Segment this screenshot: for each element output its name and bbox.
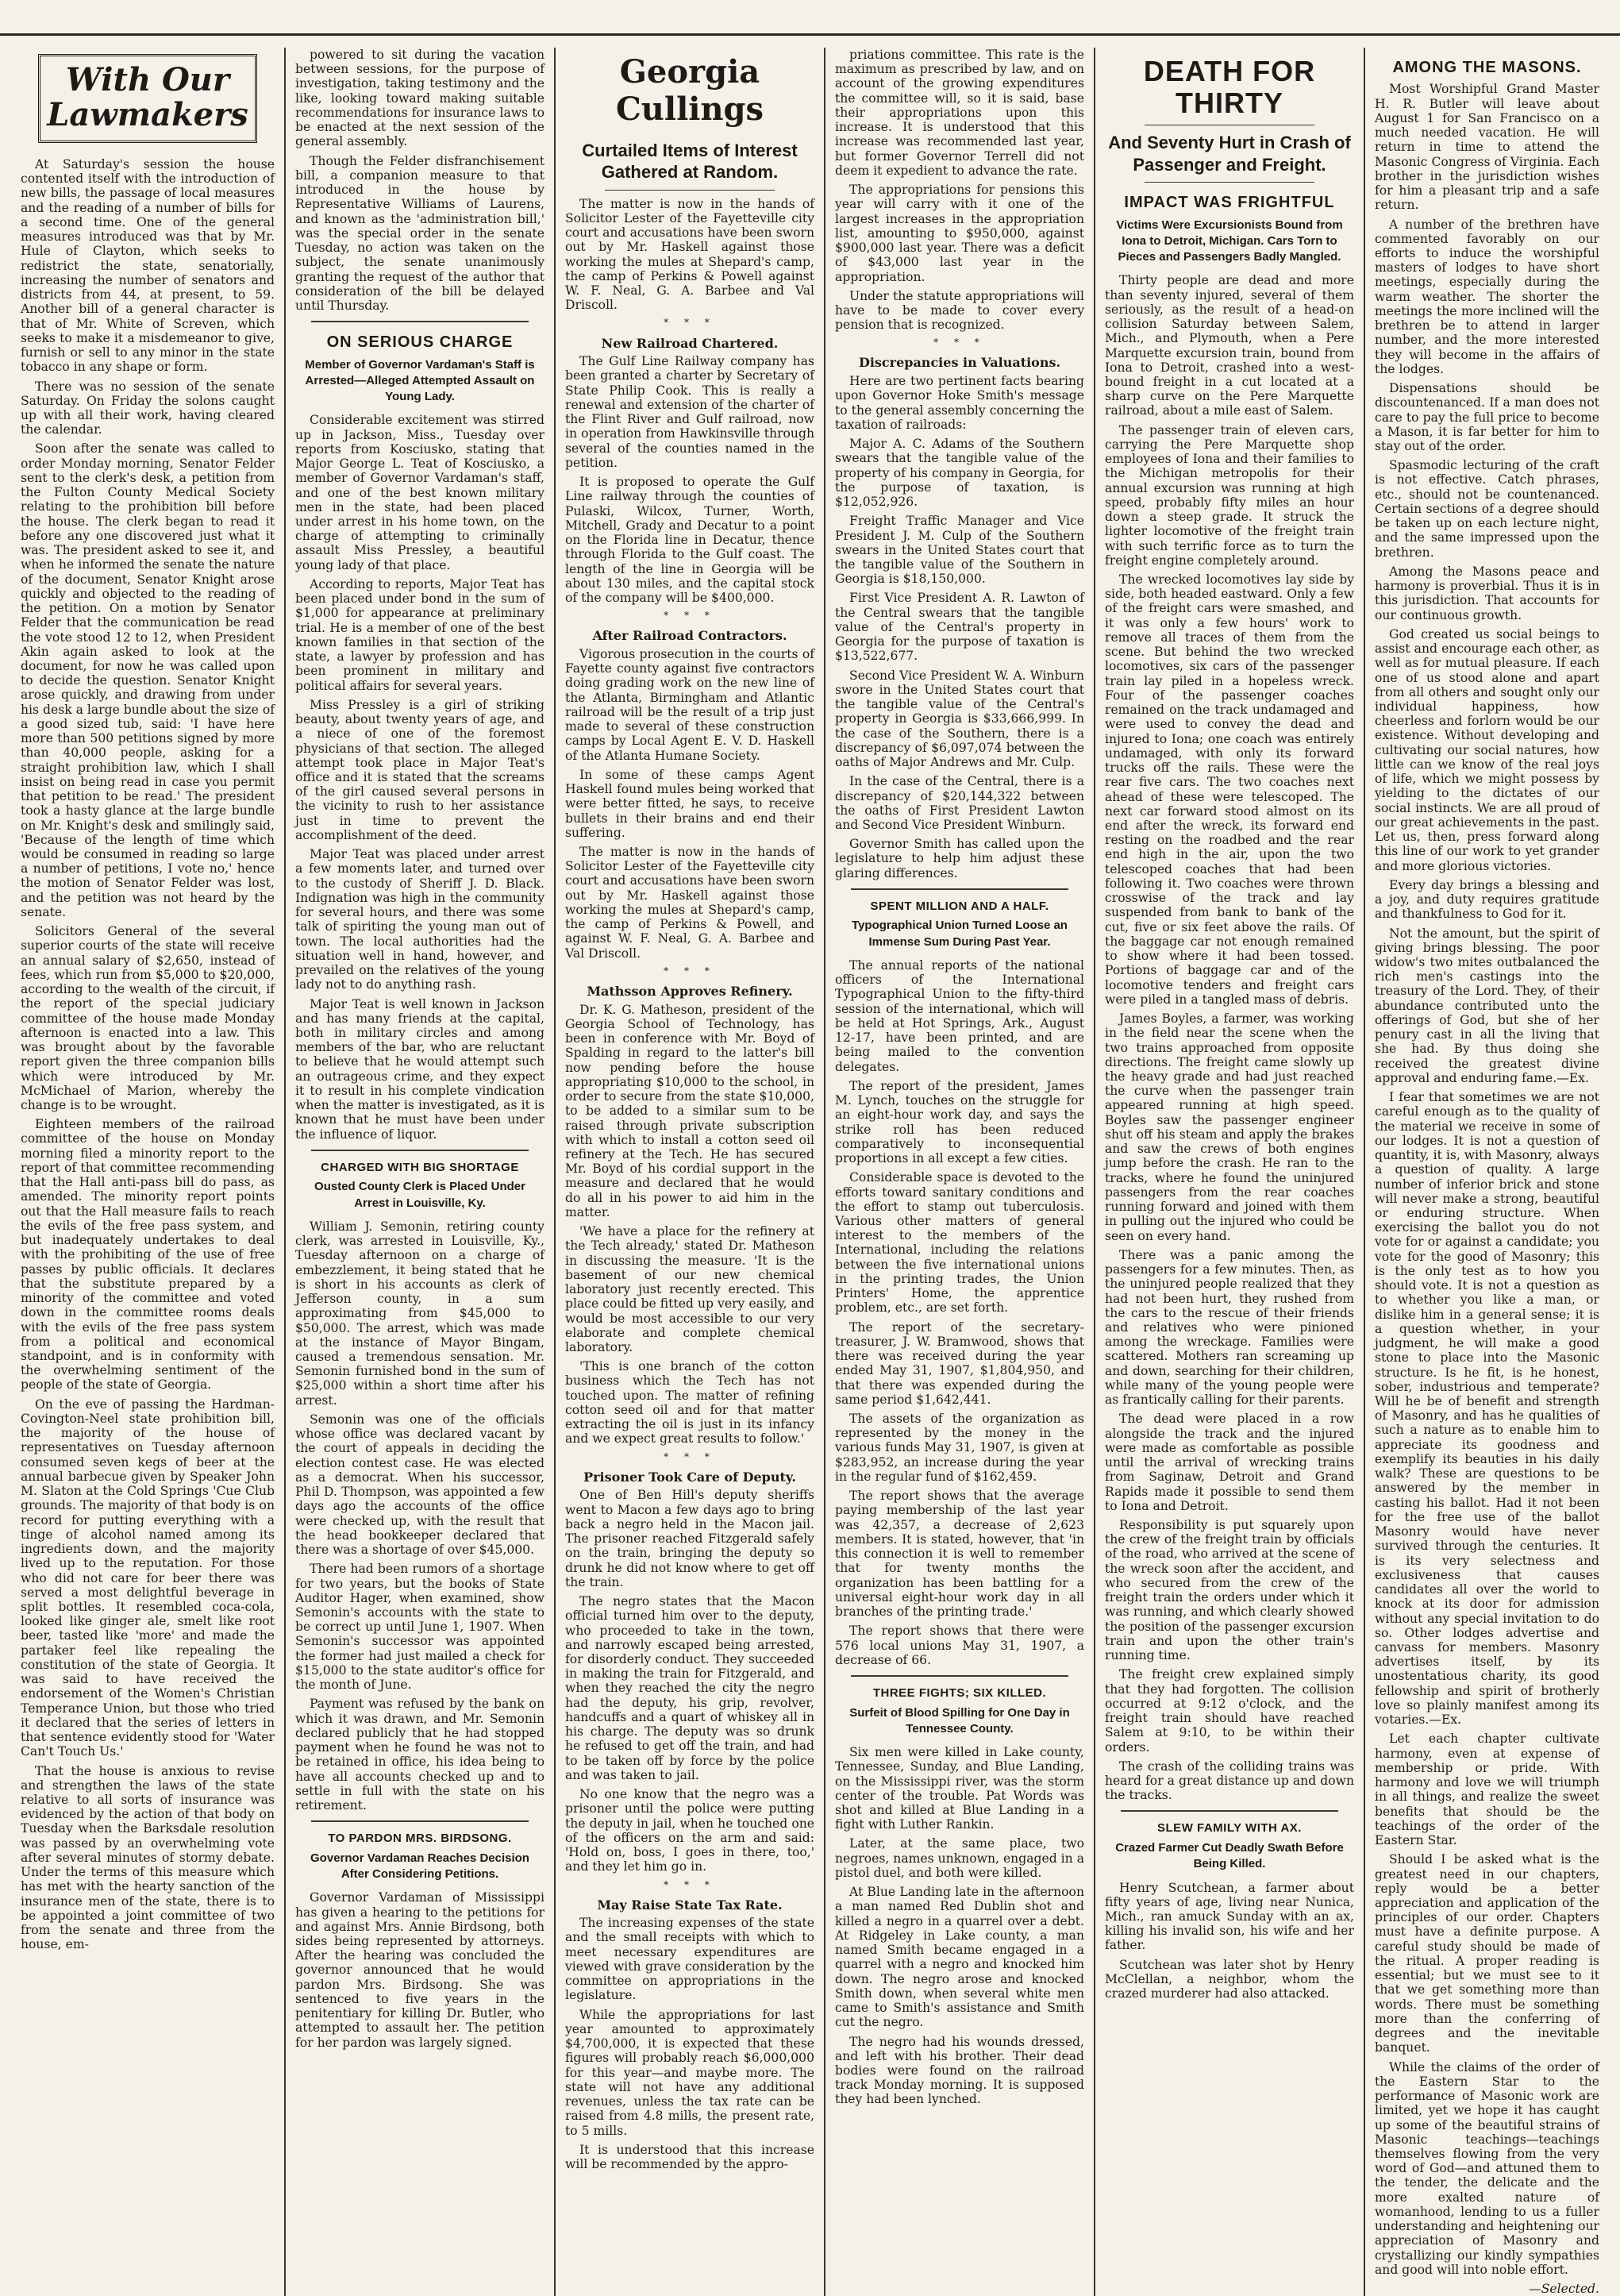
paragraph: In the case of the Central, there is a discrepancy of $20,144,322 between the oaths of First President Lawton and Second Vice President Winburn. (835, 774, 1084, 832)
divider (1145, 182, 1314, 183)
subhead: May Raise State Tax Rate. (597, 1897, 783, 1913)
star-divider: * * * (664, 1878, 716, 1890)
paragraph: Second Vice President W. A. Winburn swore in the United States court that the tangible value of the Central's property in Georgia is $33,666,999. In the case of the Southern, there is a discrepancy of $6,097,074 between the oaths of Major Andrews and Mr. Culp. (835, 668, 1084, 770)
column-4 (825, 48, 1095, 2296)
paragraph: It is proposed to operate the Gulf Line railway through the counties of Pulaski, Wilcox, Turner, Worth, Mitchell, Grady and Decatur to a point on the Florida line in Decatur, thence through Florida to the Gulf coast. The length of the line in Georgia will be about 130 miles, and the capital stock of the company will be $400,000. (565, 475, 814, 605)
paragraph: Payment was refused by the bank on which it was drawn, and Mr. Semonin declared publicly that he had stopped payment when he found he was not to be retained in office, his idea being to have all accounts checked up and to settle in full with the state on his retirement. (295, 1697, 544, 1813)
paragraph: That the house is anxious to revise and strengthen the laws of the state relative to all sorts of insurance was evidenced by the action of that body on Tuesday when the Barksdale resolution was passed by an overwhelming vote after several minutes of stormy debate. Under the terms of this measure which has met with the hearty sanction of the insurance men of the state, there is to be appointed a joint committee of two from the senate and three from the house, em- (21, 1763, 275, 1952)
paragraph: Semonin was one of the officials whose office was declared vacant by the court of appeals in deciding the election contest case. He was elected as a democrat. When his successor, Phil D. Thompson, was appointed a few days ago the accounts of the office were checked up, with the result that the head bookkeeper declared that there was a shortage of over $45,000. (295, 1412, 544, 1558)
paragraph: Though the Felder disfranchisement bill, a companion measure to that introduced in the house by Representative Williams of Laurens, and known as the 'administration bill,' was the special order in the senate Tuesday, no action was taken on the subject, the senate unanimously granting the request of the author that consideration of the bill be delayed until Thursday. (295, 153, 544, 313)
paragraph: It is understood that this increase will be recommended by the appro- (565, 2142, 814, 2171)
paragraph: While the appropriations for last year amounted to approximately $4,700,000, it is expected that these figures will probably reach $6,000,000 for this year—and maybe more. The state will not have any additional revenues, unless the tax rate can be raised from 4.8 mills, the present rate, to 5 mills. (565, 2007, 814, 2138)
headline: ON SERIOUS CHARGE (326, 333, 514, 352)
paragraph: The annual reports of the national officers of the International Typographical Union to the fifty-third session of the international, which will be held at Hot Springs, Ark., August 12-17, have been printed, and are being mailed to the convention delegates. (835, 957, 1084, 1074)
divider (311, 1820, 529, 1822)
divider (311, 321, 529, 322)
paragraph: At Blue Landing late in the afternoon a man named Red Dublin shot and killed a negro in a quarrel over a debt. At Ridgeley in Lake county, a man named Smith became engaged in a quarrel with a negro and knocked him down. The negro arose and knocked Smith down, when several white men came to Smith's assistance and Smith cut the negro. (835, 1885, 1084, 2030)
paragraph: powered to sit during the vacation between sessions, for the purpose of investigation, taking testimony and the like, looking toward making suitable recommendations for insurance laws to be enacted at the next session of the general assembly. (295, 48, 544, 149)
paragraph: 'We have a place for the refinery at the Tech already,' stated Dr. Matheson in discussing the measure. 'It is the basement of our new chemical laboratory just recently erected. This place could be fitted up very easily, and would be most accessible to our very elaborate and complete chemical laboratory. (565, 1224, 814, 1355)
paragraph: While the claims of the order of the Eastern Star to the performance of Masonic work are limited, yet we hope it has caught up some of the beautiful strains of Masonic teachings—teachings themselves flowing from the very word of God—and attuned them to the tender, the delicate and the more exalted nature of womanhood, lending to us a fuller understanding and heightening our appreciation of Masonry and crystallizing our kindly sympathies and good will into noble effort. (1375, 2059, 1599, 2277)
subhead: After Railroad Contractors. (592, 628, 787, 644)
deck: Typographical Union Turned Loose an Immense Sum During Past Year. (852, 919, 1068, 949)
paragraph: The passenger train of eleven cars, carrying the Pere Marquette shop employees of Iona and their families to the Michigan metropolis for their annual excursion was running at high speed, probably fifty miles an hour down a steep grade. It struck the lighter locomotive of the freight train with such terrific force as to turn the freight engine completely around. (1105, 422, 1354, 568)
paragraph: Responsibility is put squarely upon the crew of the freight train by officials of the road, who arrived at the scene of the wreck soon after the accident, and who secured from the crew of the freight train the orders under which it was running, and which clearly showed the position of the passenger excursion train and upon the other train's running time. (1105, 1518, 1354, 1663)
subhead: Mathsson Approves Refinery. (587, 983, 793, 999)
headline: SPENT MILLION AND A HALF. (870, 899, 1049, 913)
paragraph: Most Worshipful Grand Master H. R. Butler will leave about August 1 for San Francisco on a much needed vacation. He will return in time to attend the Masonic Congress of Virginia. Each brother in the jurisdiction wishes for him a pleasant trip and a safe return. (1375, 82, 1599, 213)
paragraph: Should I be asked what is the greatest need in our chapters, reply would be a better appreciation and application of the principles of our order. Chapters must have a definite purpose. A careful study should be made of the ritual. A proper reading is essential; but we must see to it that we get something more than words. There must be something more than the conferring of degrees and the inevitable banquet. (1375, 1852, 1599, 2055)
paragraph: The negro had his wounds dressed, and left with his brother. Their dead bodies were found on the railroad track Monday morning. It is supposed they had been lynched. (835, 2034, 1084, 2107)
paragraph: The appropriations for pensions this year will carry with it one of the largest increases in the appropriation list, amounting to $950,000, against $900,000 last year. There was a deficit of $43,000 last year in the appropriation. (835, 183, 1084, 284)
headline: SLEW FAMILY WITH AX. (1157, 1821, 1302, 1836)
paragraph: Vigorous prosecution in the courts of Fayette county against five contractors doing grading work on the new line of the Atlanta, Birmingham and Atlantic railroad will be the result of a trip just made to several of these construction camps by Local Agent E. V. D. Haskell of the Atlanta Humane Society. (565, 646, 814, 763)
column-6 (1365, 48, 1609, 2296)
headline: TO PARDON MRS. BIRDSONG. (328, 1832, 512, 1846)
paragraph: Here are two pertinent facts bearing upon Governor Hoke Smith's message to the general assembly concerning the taxation of railroads: (835, 374, 1084, 432)
paragraph: The matter is now in the hands of Solicitor Lester of the Fayetteville city court and accusations have been sworn out by Mr. Haskell against those working the mules at Shepard's camp, the camp of Perkins & Powell, and against W. F. Neal, G. A. Barbee and Val Driscoll. (565, 845, 814, 961)
paragraph: There was no session of the senate Saturday. On Friday the solons caught up with all their work, having cleared the calendar. (21, 379, 275, 437)
paragraph: Dispensations should be discountenanced. If a man does not care to pay the full price to become a Mason, it is far better for him to stay out of the order. (1375, 381, 1599, 454)
deck: Ousted County Clerk is Placed Under Arrest in Louisville, Ky. (314, 1180, 525, 1210)
paragraph: James Boyles, a farmer, was working in the field near the scene when the two trains approached from opposite directions. The freight came slowly up the heavy grade and had just reached the curve when the passenger train appeared running at high speed. Boyles saw the passenger engineer shut off his steam and apply the brakes and saw the crews of both engines jump before the crash. He ran to the tracks, where he found the uninjured passengers from the rear coaches running forward and joined with them in pulling out the injured who could be seen on every hand. (1105, 1011, 1354, 1243)
paragraph: Let each chapter cultivate harmony, even at expense of membership or pride. With harmony and love we will triumph in all things, and realize the sweet benefits that should be the teachings of the order of the Eastern Star. (1375, 1732, 1599, 1848)
paragraph: The report of the secretary-treasurer, J. W. Bramwood, shows that there was received during the year ended May 31, 1907, $1,804,950, and that there was expended during the same period $1,642,441. (835, 1319, 1084, 1407)
subhead: Discrepancies in Valuations. (858, 355, 1061, 371)
lead-deck: And Seventy Hurt in Crash of Passenger and Freight. (1108, 133, 1351, 175)
paragraph: Solicitors General of the several superior courts of the state will receive an annual salary of $2,650, instead of fees, which run from $5,000 to $20,000, according to the wealth of the circuit, if the report of the special judiciary committee of the house made Monday afternoon is enacted into a law. This was brought about by the favorable report given the three companion bills which were introduced by Mr. McMichael of Marion, whereby the change is to be wrought. (21, 924, 275, 1112)
paragraph: First Vice President A. R. Lawton of the Central swears that the tangible value of the Central's property in Georgia for the purpose of taxation is $13,522,677. (835, 591, 1084, 664)
paragraph: 'This is one branch of the cotton business which the Tech has not touched upon. The matter of refining cotton seed oil and for that matter extracting the oil is just in its infancy and we expect great results to follow.' (565, 1359, 814, 1447)
paragraph: The dead were placed in a row alongside the track and the injured were made as comfortable as possible until the arrival of wrecking trains from Saginaw, Detroit and Grand Rapids made it possible to send them to Iona and Detroit. (1105, 1412, 1354, 1513)
signature: —Selected. (1529, 2282, 1599, 2296)
paragraph: The freight crew explained simply that they had forgotten. The collision occurred at 9:12 o'clock, and the freight train should have reached Salem at 9:10, to be within their orders. (1105, 1667, 1354, 1755)
paragraph: The wrecked locomotives lay side by side, both headed eastward. Only a few of the freight cars were smashed, and it was only a few hours' work to remove all traces of them from the scene. But behind the two wrecked locomotives, six cars of the passenger train lay piled in a hopeless wreck. Four of the passenger coaches remained on the track undamaged and were used to convey the dead and injured to Iona; one coach was entirely undamaged, with only its forward trucks off the rails. These were the rear five cars. The two coaches next ahead of these were telescoped. The next car forward stood almost on its end after the wreck, its forward end resting on the roadbed and the rear end high in the air, upon the two telescoped coaches that had been following it. Two coaches were thrown crosswise of the track and lay suspended from bank to bank of the cut, five or six feet above the rails. Of the baggage car not enough remained to show where it had been tossed. Portions of baggage car and of the locomotive tenders and freight cars were piled in a tangled mass of debris. (1105, 572, 1354, 1007)
lead-headline: DEATH FOR THIRTY (1143, 55, 1316, 119)
deck: Member of Governor Vardaman's Staff is Arrested—Alleged Attempted Assault on Young Lady. (305, 357, 535, 404)
paragraph: Six men were killed in Lake county, Tennessee, Sunday, and Blue Landing, on the Mississippi river, was the storm center of the trouble. Pat Words was shot and killed at Blue Landing in a fight with Luther Rankin. (835, 1745, 1084, 1832)
divider (1121, 1810, 1338, 1812)
top-rule (0, 33, 1620, 36)
paragraph: The assets of the organization as represented by the money in the various funds May 31, 1907, is given at $283,952, an increase during the year in the regular fund of $162,459. (835, 1412, 1084, 1484)
deck: Surfeit of Blood Spilling for One Day in Tennessee County. (849, 1705, 1070, 1735)
divider (851, 888, 1068, 890)
paragraph: Considerable excitement was stirred up in Jackson, Miss., Tuesday over reports from Kosciusko, stating that Major George L. Teat of Kosciusko, a member of Governor Vardaman's staff, and one of the best known military men in the state, had been placed under arrest in his home town, on the charge of attempting to criminally assault Miss Pressley, a beautiful young lady of that place. (295, 413, 544, 572)
column-5 (1095, 48, 1365, 2296)
subhead: New Railroad Chartered. (601, 335, 779, 351)
paragraph: The report shows that the average paying membership of the last year was 42,357, a decrease of 2,623 members. It is stated, however, that 'in this connection it is well to remember that for twenty months the organization has been battling for a universal eight-hour work day in all branches of the printing trade.' (835, 1489, 1084, 1620)
paragraph: The matter is now in the hands of Solicitor Lester of the Fayetteville city court and accusations have been sworn out by Mr. Haskell against those working the mules at Shepard's camp, the camp of Perkins & Powell against W. F. Neal, G. A. Barbee and Val Driscoll. (565, 196, 814, 313)
paragraph: Spasmodic lecturing of the craft is not effective. Catch phrases, etc., should not be countenanced. Certain sections of a degree should be taken up on each lecture night, and the same impressed upon the brethren. (1375, 458, 1599, 560)
star-divider: * * * (664, 965, 716, 977)
star-divider: * * * (664, 317, 716, 329)
paragraph: The report of the president, James M. Lynch, touches on the struggle for an eight-hour work day, and says the strike roll has been reduced comparatively to inconsequential proportions in all except a few cities. (835, 1078, 1084, 1166)
paragraph: The crash of the colliding trains was heard for a great distance up and down the tracks. (1105, 1759, 1354, 1803)
paragraph: Not the amount, but the spirit of giving brings blessing. The poor widow's two mites outbalanced the rich men's castings into the treasury of the Lord. They, of their abundance contributed unto the offerings of God, but she of her penury cast in all the living that she had. By thus doing she received the greatest divine approval and enduring fame.—Ex. (1375, 926, 1599, 1085)
headline: CHARGED WITH BIG SHORTAGE (321, 1160, 519, 1174)
paragraph: Soon after the senate was called to order Monday morning, Senator Felder sent to the clerk's desk, a petition from the Fulton County Medical Society relating to the prohibition bill before the house. The clerk began to read it before any one discovered just what it was. The president asked to see it, and when he informed the senate the nature of the document, Senator Knight arose quickly and objected to the reading of the petition. On a motion by Senator Felder that the communication be read the vote stood 12 to 12, when President Akin again asked to look at the document, for now he was called upon to decide the question. Senator Knight arose quickly, and drawing from under his desk a large bundle about the size of a good sized tub, said: 'I have here more than 500 petitions signed by more than 40,000 people, asking for a straight prohibition law, which I shall insist on being read in case you permit that petition to be read.' The president took a hasty glance at the large bundle on Mr. Knight's desk and smilingly said, 'Because of the length of time which would be consumed in reading so large a number of petitions, I vote no,' hence the motion of Senator Felder was lost, and the petition was not heard by the senate. (21, 441, 275, 919)
paragraph: Eighteen members of the railroad committee of the house on Monday morning filed a minority report to the report of that committee recommending that the Hall anti-pass bill do pass, as amended. The minority report points out that the Hall measure fails to reach the evils of the free pass system, and but inadequately undertakes to deal with the prohibiting of the use of free passes by public officials. It declares that the substitute prepared by a minority of the committee and voted down in the committee rooms deals with the evils of the free pass system from a political and economical standpoint, and is in conformity with the overwhelming sentiment of the people of the state of Georgia. (21, 1117, 275, 1393)
star-divider: * * * (664, 610, 716, 622)
paragraph: Henry Scutchean, a farmer about fifty years of age, living near Nunica, Mich., ran amuck Sunday with an ax, killing his invalid son, his wife and her father. (1105, 1880, 1354, 1953)
paragraph: Thirty people are dead and more than seventy injured, several of them seriously, as the result of a head-on collision Saturday between Salem, Mich., and Plymouth, when a Pere Marquette excursion train, bound from Iona to Detroit, crashed into a west-bound freight in a cut located at a sharp curve on the Pere Marquette railroad, about a mile east of Salem. (1105, 273, 1354, 418)
paragraph: Major Teat was placed under arrest a few moments later, and turned over to the custody of Sheriff J. D. Black. Indignation was high in the community for several hours, and there was some talk of spiriting the young man out of town. The local authorities had the situation well in hand, however, and prevailed on the relatives of the young lady not to do anything rash. (295, 847, 544, 992)
deck: Victims Were Excursionists Bound from Iona to Detroit, Michigan. Cars Torn to Pieces and Passengers Badly Mangled. (1116, 218, 1343, 264)
deck: Crazed Farmer Cut Deadly Swath Before Being Killed. (1115, 1841, 1344, 1871)
column-3 (556, 48, 825, 2296)
divider (311, 1150, 529, 1151)
paragraph: There was a panic among the passengers for a few minutes. Then, as the uninjured people realized that they had not been hurt, they rushed from the cars to the rescue of their friends and relatives who were pinioned among the wreckage. Families were scattered. Mothers ran screaming up and down, searching for their children, while many of the young people were as frantically calling for their parents. (1105, 1247, 1354, 1408)
paragraph: Major Teat is well known in Jackson and has many friends at the capital, both in military circles and among members of the bar, who are reluctant to believe that he would attempt such an outrageous crime, and they expect it to result in his complete vindication when the matter is investigated, as it is known that he must have been under the influence of liquor. (295, 996, 544, 1142)
paragraph: Considerable space is devoted to the efforts toward sanitary conditions and the effort to stamp out tuberculosis. Various other matters of general interest to the members of the International, including the relations between the five international unions in the printing trades, the Union Printers' Home, the apprentice problem, etc., are set forth. (835, 1170, 1084, 1316)
section-title: Georgia Cullings (615, 53, 764, 128)
star-divider: * * * (664, 1450, 716, 1462)
paragraph: The negro states that the Macon official turned him over to the deputy, who proceeded to take in the town, and narrowly escaped being arrested, for disorderly conduct. They succeeded in making the train for Fitzgerald, and when they reached the city the negro had the deputy, his grip, revolver, handcuffs and a quart of whiskey all in his charge. The deputy was so drunk he refused to get off the train, and had to be taken off by force by the police and was taken to jail. (565, 1594, 814, 1782)
paragraph: I fear that sometimes we are not careful enough as to the quality of the material we receive in some of our lodges. It is not a question of quantity, it is, with Masonry, always a question of quality. A large number of inferior brick and stone will never make a strong, beautiful or enduring structure. When exercising the ballot you do not vote for or against a candidate; you vote for the good of Masonry; this is the only test as to how you should vote. It is not a question as to whether you like a man, or dislike him in a general sense; it is a question whether, in your judgment, he will make a good stone to place into the Masonic structure. Is he fit, is he honest, sober, industrious and temperate? Will he be of benefit and strength of Masonry, and has he qualities of such a nature as to enable him to appreciate its goodness and exemplify its beauties in his daily walk? These are questions to be answered by the member in casting his ballot. Had it not been for the free use of the ballot Masonry would have never survived through the centuries. It is its very selectness and exclusiveness that causes candidates all over the world to knock at its door for admission without any special invitation to do so. Other lodges advertise and canvass for members. Masonry advertises itself, by its unostentatious charity, its good fellowship and spirit of brotherly love so plainly manifest among its votaries.—Ex. (1375, 1090, 1599, 1728)
paragraph: Governor Vardaman of Mississippi has given a hearing to the petitions for and against Mrs. Annie Birdsong, both sides being represented by attorneys. After the hearing was concluded the governor announced that he would pardon Mrs. Birdsong. She was sentenced to five years in the penitentiary for killing Dr. Butler, who attempted to assault her. The petition for her pardon was largely signed. (295, 1890, 544, 2050)
paragraph: At Saturday's session the house contented itself with the introduction of new bills, the passage of local measures and the reading of a number of bills for a second time. One of the general measures introduced was that by Mr. Hule of Clayton, which seeks to redistrict the state, senatorially, increasing the number of senators and districts from 44, at present, to 59. Another bill of a general character is that of Mr. White of Screven, which seeks to make it a misdemeanor to give, furnish or sell to any minor in the state tobacco in any shape or form. (21, 157, 275, 375)
column-2 (286, 48, 556, 2296)
paragraph: There had been rumors of a shortage for two years, but the books of State Auditor Hager, when examined, show Semonin's accounts with the state to be correct up until June 1, 1907. When Semonin's successor was appointed the former had just mailed a check for $15,000 to the state auditor's office for the month of June. (295, 1562, 544, 1693)
paragraph: The Gulf Line Railway company has been granted a charter by Secretary of State Philip Cook. This is really a renewal and extension of the charter of the Flint River and Gulf railroad, now in operation from Hawkinsville through several of the counties named in the petition. (565, 354, 814, 470)
subhead: Prisoner Took Care of Deputy. (583, 1469, 796, 1485)
section-deck: Curtailed Items of Interest Gathered at Random. (582, 140, 798, 183)
paragraph: Freight Traffic Manager and Vice President J. M. Culp of the Southern swears in the United States court that the tangible value of the Southern in Georgia is $18,150,000. (835, 514, 1084, 587)
paragraph: On the eve of passing the Hardman-Covington-Neel state prohibition bill, the majority of the house of representatives on Tuesday afternoon consumed seven kegs of beer at the annual barbecue given by Speaker John M. Slaton at the Cold Springs 'Cue Club grounds. The majority of that body is on record for putting everything with a tinge of alcohol named among its ingredients down, and the majority lived up to the reputation. For those who did not care for beer there was served a most delightful beverage in split bottles. It resembled coca-cola, looked like ginger ale, smelt like root beer, tasted like 'more' and made the partaker feel like repealing the constitution of the state of Georgia. It was said to have received the endorsement of the Women's Christian Temperance Union, but those who tried it declared that the series of letters in that sentence evidently stood for 'Water Can't Touch Us.' (21, 1396, 275, 1759)
paragraph: Among the Masons peace and harmony is proverbial. Thus it is in this jurisdiction. That accounts for our continuous growth. (1375, 564, 1599, 622)
deck: Governor Vardaman Reaches Decision After Considering Petitions. (310, 1851, 529, 1882)
paragraph: Every day brings a blessing and a joy, and duty requires gratitude and thankfulness to God for it. (1375, 877, 1599, 922)
star-divider: * * * (933, 337, 986, 349)
headline: THREE FIGHTS; SIX KILLED. (872, 1686, 1047, 1700)
divider (851, 1675, 1068, 1677)
paragraph: No one know that the negro was a prisoner until the police were putting the deputy in jail, when he touched one of the officers on the arm and said: 'Hold on, boss, I goes in there, too,' and they let him go in. (565, 1787, 814, 1874)
paragraph: Later, at the same place, two negroes, names unknown, engaged in a pistol duel, and both were killed. (835, 1836, 1084, 1880)
paragraph: Dr. K. G. Matheson, president of the Georgia School of Technology, has been in conference with Mr. Boyd of Spalding in regard to the latter's bill now pending before the house appropriating $10,000 to the school, in order to secure from the state $10,000, to be added to a similar sum to be raised through private subscription with which to install a cotton seed oil refinery at the Tech. He has secured Mr. Boyd of his cordial support in the measure and declared that he would do all in his power to aid him in the matter. (565, 1002, 814, 1219)
paragraph: The report shows that there were 576 local unions May 31, 1907, a decrease of 66. (835, 1624, 1084, 1667)
paragraph: Miss Pressley is a girl of striking beauty, about twenty years of age, and a niece of one of the foremost physicians of that section. The alleged attempt took place in Major Teat's office and it is stated that the screams of the girl caused several persons in the vicinity to rush to her assistance just in time to prevent the accomplishment of the deed. (295, 697, 544, 842)
column-header-box: With Our Lawmakers (38, 54, 257, 143)
paragraph: A number of the brethren have commented favorably on our efforts to induce the worshipful masters of lodges to have short meetings, especially during the warm weather. The shorter the meetings the more inclined will the brethren be to attend in larger number, and the more interested they will become in the affairs of the lodges. (1375, 217, 1599, 376)
paragraph: God created us social beings to assist and encourage each other, as well as for mutual pleasure. If each one of us stood alone and apart from all others and sought only our individual happiness, how cheerless and forlorn would be our existence. Without developing and cultivating our social natures, how little can we know of the real joys of life, which we might possess by yielding to the dictates of our social instincts. We are all proud of our great achievements in the past. Let us, then, press forward along this line of our work to yet grander and more glorious victories. (1375, 626, 1599, 873)
paragraph: William J. Semonin, retiring county clerk, was arrested in Louisville, Ky., Tuesday afternoon on a charge of embezzlement, it being stated that he is short in his accounts as clerk of Jefferson county, in a sum approximating from $45,000 to $50,000. The arrest, which was made at the instance of Mayor Bingam, caused a tremendous sensation. Mr. Semonin furnished bond in the sum of $25,000 within a short time after his arrest. (295, 1219, 544, 1408)
paragraph: Under the statute appropriations will have to be made to cover every pension that is recognized. (835, 288, 1084, 333)
paragraph: In some of these camps Agent Haskell found mules being worked that were better fitted, he says, to receive bullets in their brains and end their suffering. (565, 767, 814, 840)
paragraph: priations committee. This rate is the maximum as prescribed by law, and on account of the growing expenditures the committee will, so it is said, base their appropriations upon this increase. It is understood that this increase was recommended last year, but former Governor Terrell did not deem it expedient to advance the rate. (835, 48, 1084, 178)
divider (605, 190, 775, 191)
column-1 (11, 48, 286, 2296)
paragraph: According to reports, Major Teat has been placed under bond in the sum of $1,000 for appearance at preliminary trial. He is a member of one of the best known families in that section of the state, a lawyer by profession and has been prominent in military and political affairs for several years. (295, 576, 544, 693)
paragraph: Scutchean was later shot by Henry McClellan, a neighbor, whom the crazed murderer had also attacked. (1105, 1957, 1354, 2001)
paragraph: One of Ben Hill's deputy sheriffs went to Macon a few days ago to bring back a negro held in the Macon jail. The prisoner reached Fitzgerald safely on the train, bringing the deputy so drunk he did not know where to get off the train. (565, 1488, 814, 1589)
section-title: AMONG THE MASONS. (1392, 59, 1582, 76)
paragraph: Major A. C. Adams of the Southern swears that the tangible value of the property of his company in Georgia, for the purpose of taxation, is $12,052,926. (835, 437, 1084, 510)
paragraph: Governor Smith has called upon the legislature to help him adjust these glaring differences. (835, 837, 1084, 880)
paragraph: The increasing expenses of the state and the small receipts with which to meet necessary expenditures are viewed with grave consideration by the committee on appropriations in the legislature. (565, 1916, 814, 2003)
headline: IMPACT WAS FRIGHTFUL (1124, 194, 1335, 212)
